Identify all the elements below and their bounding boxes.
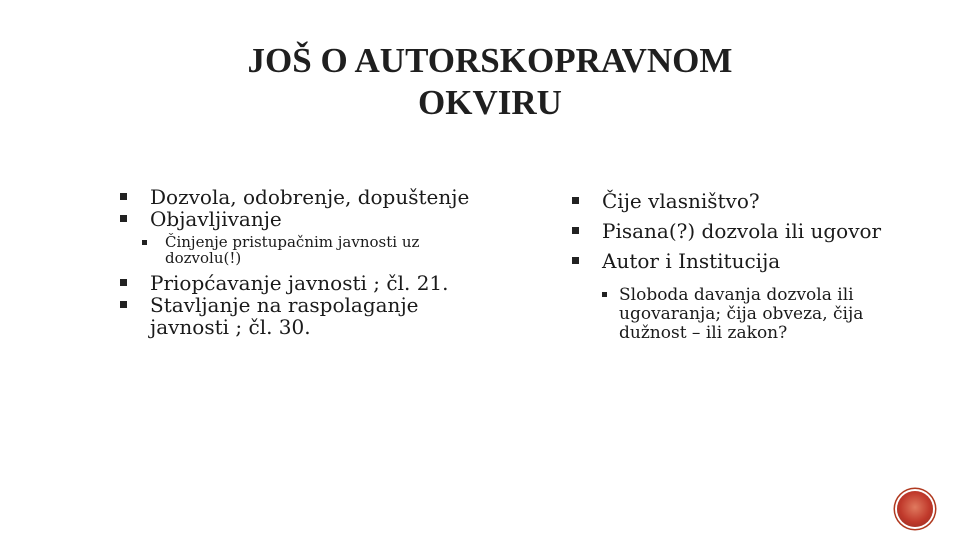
list-item — [572, 250, 902, 272]
list-item-text: Autor i Institucija — [602, 249, 781, 273]
list-item — [572, 220, 902, 242]
title-line-2: OKVIRU — [418, 83, 562, 122]
list-item-text: Objavljivanje — [150, 207, 282, 231]
list-item — [120, 272, 480, 294]
list-subitem — [572, 286, 902, 343]
right-bullet-list — [572, 190, 902, 351]
square-bullet-icon — [120, 215, 127, 222]
square-bullet-icon — [120, 279, 127, 286]
list-item — [120, 186, 480, 208]
circular-logo-icon — [897, 491, 933, 527]
list-item-text: Čije vlasništvo? — [602, 189, 760, 213]
square-bullet-icon — [120, 301, 127, 308]
list-subitem — [120, 234, 480, 266]
square-bullet-icon — [572, 257, 579, 264]
list-item — [572, 190, 902, 212]
list-item-text: Stavljanje na raspolaganje javnosti ; čl. 30. — [150, 293, 419, 339]
square-bullet-icon — [602, 292, 607, 297]
square-bullet-icon — [572, 227, 579, 234]
square-bullet-icon — [120, 193, 127, 200]
list-item-text: Činjenje pristupačnim javnosti uz dozvolu(!) — [165, 233, 420, 267]
left-bullet-list — [120, 186, 480, 338]
list-item-text: Pisana(?) dozvola ili ugovor — [602, 219, 882, 243]
title-line-1: JOŠ O AUTORSKOPRAVNOM — [247, 41, 733, 80]
list-item — [120, 208, 480, 230]
square-bullet-icon — [572, 197, 579, 204]
list-item-text: Sloboda davanja dozvola ili ugovaranja; čija obveza, čija dužnost – ili zakon? — [619, 285, 864, 343]
list-item-text: Priopćavanje javnosti ; čl. 21. — [150, 271, 449, 295]
slide-title — [160, 40, 820, 124]
list-item — [120, 294, 480, 338]
square-bullet-icon — [142, 240, 147, 245]
list-item-text: Dozvola, odobrenje, dopuštenje — [150, 185, 470, 209]
